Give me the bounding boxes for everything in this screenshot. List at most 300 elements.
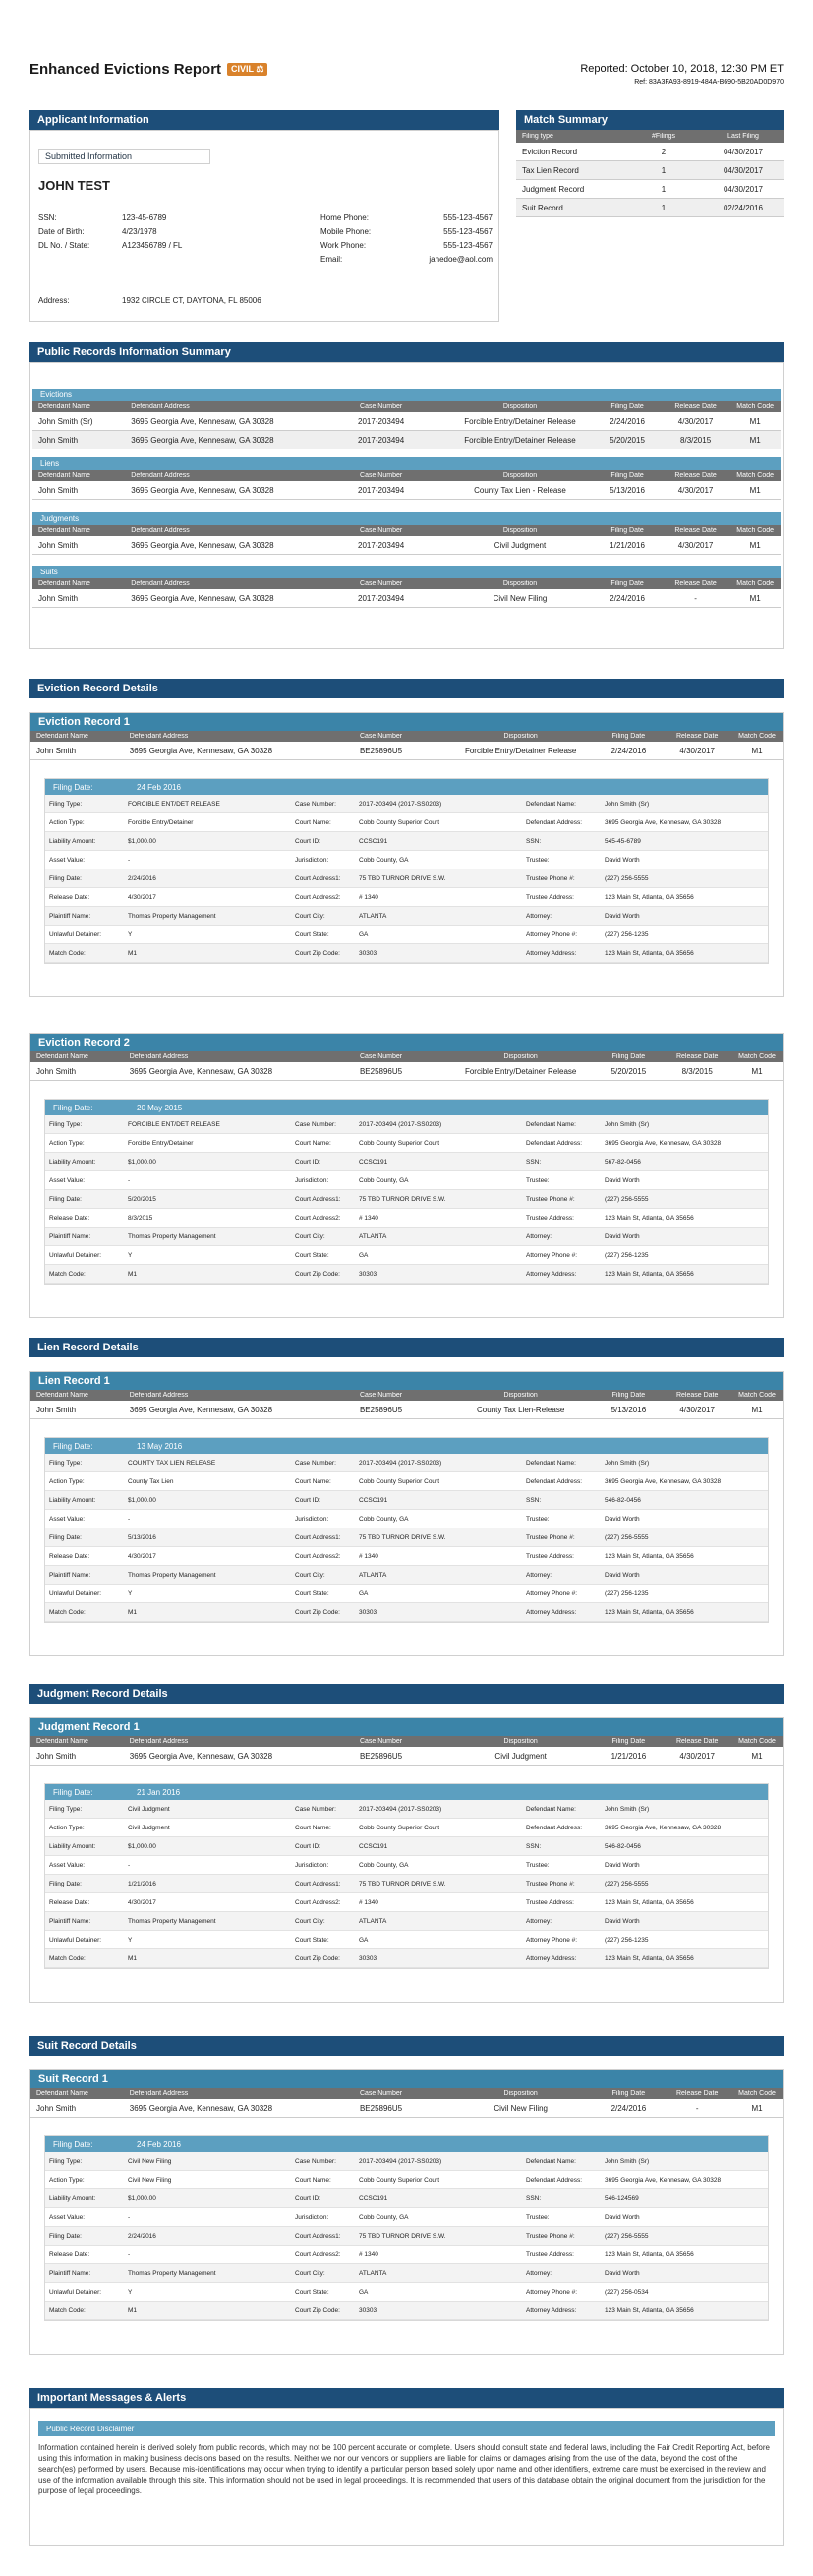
filing-date-label: Filing Date: <box>53 1441 93 1451</box>
cell: M1 <box>749 485 761 495</box>
detail-value: David Worth <box>601 1566 768 1585</box>
detail-label: Case Number: <box>291 1454 355 1472</box>
detail-label: Court Address1: <box>291 1528 355 1547</box>
column-header: Release Date <box>675 1392 719 1399</box>
applicant-field <box>38 241 264 255</box>
column-header: Defendant Name <box>38 403 90 410</box>
match-row <box>516 199 784 217</box>
detail-label: Attorney Address: <box>522 1949 601 1968</box>
detail-value: # 1340 <box>355 888 522 907</box>
column-header: Release Date <box>674 580 717 587</box>
detail-value: Thomas Property Management <box>124 2264 291 2283</box>
records-group <box>32 457 781 500</box>
record-title: Suit Record 1 <box>30 2070 783 2088</box>
record-detail-panel <box>44 1437 769 1623</box>
detail-value: 123 Main St, Atlanta, GA 35656 <box>601 1949 768 1968</box>
detail-value: M1 <box>124 1603 291 1622</box>
detail-value: Cobb County, GA <box>355 2208 522 2227</box>
detail-value: $1,000.00 <box>124 832 291 851</box>
column-header: Disposition <box>503 1738 538 1745</box>
cell: 3695 Georgia Ave, Kennesaw, GA 30328 <box>131 416 274 426</box>
detail-label: Court ID: <box>291 832 355 851</box>
detail-value: 4/30/2017 <box>124 1547 291 1566</box>
table-row <box>32 481 781 500</box>
group-label: Evictions <box>32 389 781 401</box>
cell: 5/20/2015 <box>610 1066 647 1076</box>
column-header: Release Date <box>674 403 717 410</box>
details-section-header: Suit Record Details <box>29 2036 784 2056</box>
field-label: SSN: <box>38 213 57 222</box>
detail-value: 30303 <box>355 2302 522 2320</box>
record-detail-panel <box>44 2135 769 2321</box>
detail-value: - <box>124 2208 291 2227</box>
detail-value: $1,000.00 <box>124 2189 291 2208</box>
filing-date-value: 24 Feb 2016 <box>137 782 181 792</box>
detail-value: 567-82-0456 <box>601 1153 768 1171</box>
detail-value: GA <box>355 926 522 944</box>
cell: 2/24/2016 <box>610 746 647 755</box>
detail-value: Civil New Filing <box>124 2152 291 2171</box>
cell: Suit Record <box>522 203 563 212</box>
detail-label: Liability Amount: <box>45 1491 124 1510</box>
detail-label: Court Zip Code: <box>291 944 355 963</box>
column-header: Case Number <box>359 2090 403 2097</box>
detail-value: 2017-203494 (2017-SS0203) <box>355 795 522 813</box>
detail-label: Attorney: <box>522 2264 601 2283</box>
column-header: Defendant Address <box>129 1053 189 1060</box>
cell: 04/30/2017 <box>723 184 764 194</box>
detail-label: Action Type: <box>45 2171 124 2189</box>
detail-value: ATLANTA <box>355 1566 522 1585</box>
applicant-section-header: Applicant Information <box>29 110 499 130</box>
detail-value: Y <box>124 926 291 944</box>
column-header: Case Number <box>360 472 403 479</box>
cell: 3695 Georgia Ave, Kennesaw, GA 30328 <box>131 593 274 603</box>
detail-label: Court Address2: <box>291 888 355 907</box>
cell: Civil New Filing <box>494 2103 548 2113</box>
column-header: Disposition <box>503 733 538 740</box>
table-row <box>30 2099 783 2118</box>
details-section-header: Judgment Record Details <box>29 1684 784 1704</box>
detail-label: Court Zip Code: <box>291 2302 355 2320</box>
detail-value: M1 <box>124 1949 291 1968</box>
messages-panel <box>29 2408 784 2546</box>
record-detail-grid <box>45 1454 768 1622</box>
reference-id: Ref: 83A3FA93-8919-484A-B690-5B20AD0D970 <box>634 79 784 86</box>
column-header: Disposition <box>502 403 538 410</box>
detail-label: Plaintiff Name: <box>45 2264 124 2283</box>
detail-label: Trustee Address: <box>522 2246 601 2264</box>
detail-label: Court Zip Code: <box>291 1949 355 1968</box>
table-header <box>30 1051 783 1062</box>
applicant-field <box>320 213 493 227</box>
cell: - <box>694 593 697 603</box>
column-header: Defendant Address <box>129 1738 189 1745</box>
cell: 3695 Georgia Ave, Kennesaw, GA 30328 <box>131 540 274 550</box>
detail-value: Cobb County Superior Court <box>355 2171 522 2189</box>
detail-value: 30303 <box>355 1949 522 1968</box>
detail-value: 3695 Georgia Ave, Kennesaw, GA 30328 <box>601 1134 768 1153</box>
detail-label: Court Address2: <box>291 1209 355 1228</box>
disclaimer-subheader: Public Record Disclaimer <box>38 2421 775 2436</box>
field-label: Date of Birth: <box>38 227 85 236</box>
cell: M1 <box>751 1066 763 1076</box>
detail-label: SSN: <box>522 2189 601 2208</box>
detail-value: # 1340 <box>355 1893 522 1912</box>
detail-label: Asset Value: <box>45 1856 124 1875</box>
column-header: Case Number <box>360 527 403 534</box>
cell: Tax Lien Record <box>522 165 579 175</box>
column-header: Match Code <box>738 2090 776 2097</box>
filing-date-label: Filing Date: <box>53 782 93 792</box>
column-header: Filing type <box>522 133 553 140</box>
detail-label: Court ID: <box>291 1491 355 1510</box>
detail-label: Court Address2: <box>291 2246 355 2264</box>
detail-label: Filing Date: <box>45 1528 124 1547</box>
detail-label: SSN: <box>522 832 601 851</box>
column-header: #Filings <box>651 133 676 140</box>
field-value: 555-123-4567 <box>443 241 493 250</box>
table-row <box>32 431 781 449</box>
column-header: Filing Date <box>611 733 646 740</box>
column-header: Filing Date <box>610 472 644 479</box>
field-label: Work Phone: <box>320 241 367 250</box>
column-header: Defendant Name <box>36 733 88 740</box>
detail-label: Jurisdiction: <box>291 1856 355 1875</box>
cell: 5/13/2016 <box>610 1405 647 1414</box>
detail-label: Unlawful Detainer: <box>45 2283 124 2302</box>
detail-value: 75 TBD TURNOR DRIVE S.W. <box>355 1528 522 1547</box>
detail-value: 30303 <box>355 1603 522 1622</box>
detail-value: ATLANTA <box>355 1912 522 1931</box>
detail-value: M1 <box>124 2302 291 2320</box>
detail-label: Court State: <box>291 926 355 944</box>
detail-value: GA <box>355 1931 522 1949</box>
detail-label: Jurisdiction: <box>291 851 355 869</box>
detail-value: Cobb County, GA <box>355 1856 522 1875</box>
table-row <box>32 589 781 608</box>
cell: Judgment Record <box>522 184 585 194</box>
cell: 02/24/2016 <box>723 203 764 212</box>
column-header: Disposition <box>502 527 538 534</box>
column-header: Defendant Name <box>36 2090 88 2097</box>
table-header <box>30 1736 783 1747</box>
detail-value: Cobb County Superior Court <box>355 1134 522 1153</box>
cell: 3695 Georgia Ave, Kennesaw, GA 30328 <box>129 746 273 755</box>
column-header: Defendant Name <box>36 1053 88 1060</box>
cell: 2017-203494 <box>358 416 405 426</box>
detail-value: Civil Judgment <box>124 1819 291 1837</box>
column-header: Case Number <box>359 1053 403 1060</box>
match-row <box>516 180 784 199</box>
applicant-address: Address: 1932 CIRCLE CT, DAYTONA, FL 85006 <box>38 296 261 305</box>
match-summary-header: Match Summary <box>516 110 784 130</box>
detail-value: Thomas Property Management <box>124 1228 291 1246</box>
detail-label: Action Type: <box>45 813 124 832</box>
detail-value: (227) 256-5555 <box>601 1528 768 1547</box>
record-card <box>29 1371 784 1656</box>
detail-value: (227) 256-5555 <box>601 1190 768 1209</box>
filing-date-value: 20 May 2015 <box>137 1103 183 1112</box>
cell: 2017-203494 <box>358 593 405 603</box>
public-records-summary-header: Public Records Information Summary <box>29 342 784 362</box>
detail-value: 75 TBD TURNOR DRIVE S.W. <box>355 1190 522 1209</box>
detail-value: 4/30/2017 <box>124 1893 291 1912</box>
detail-label: Filing Date: <box>45 2227 124 2246</box>
column-header: Case Number <box>359 1738 403 1745</box>
table-row <box>30 1401 783 1419</box>
detail-value: 75 TBD TURNOR DRIVE S.W. <box>355 2227 522 2246</box>
cell: John Smith <box>36 1066 77 1076</box>
applicant-panel <box>29 130 499 322</box>
detail-value: (227) 256-1235 <box>601 1246 768 1265</box>
detail-value: $1,000.00 <box>124 1491 291 1510</box>
detail-label: Attorney Phone #: <box>522 1585 601 1603</box>
detail-value: 546-82-0456 <box>601 1837 768 1856</box>
detail-value: $1,000.00 <box>124 1153 291 1171</box>
important-messages-header: Important Messages & Alerts <box>29 2388 784 2408</box>
detail-label: Release Date: <box>45 888 124 907</box>
detail-label: Jurisdiction: <box>291 2208 355 2227</box>
column-header: Defendant Name <box>36 1738 88 1745</box>
detail-label: Asset Value: <box>45 851 124 869</box>
table-header <box>30 2088 783 2099</box>
record-detail-grid <box>45 2152 768 2320</box>
detail-value: Cobb County, GA <box>355 1510 522 1528</box>
cell: 3695 Georgia Ave, Kennesaw, GA 30328 <box>129 1066 273 1076</box>
detail-label: Trustee Address: <box>522 1893 601 1912</box>
table-row <box>32 536 781 555</box>
cell: 5/13/2016 <box>610 485 645 495</box>
detail-label: Liability Amount: <box>45 1153 124 1171</box>
report-title: Enhanced Evictions Report CIVIL ⚖ <box>29 61 267 78</box>
public-records-summary-panel <box>29 362 784 649</box>
detail-value: - <box>124 1171 291 1190</box>
cell: Forcible Entry/Detainer Release <box>464 435 576 445</box>
record-card <box>29 1033 784 1318</box>
detail-value: 75 TBD TURNOR DRIVE S.W. <box>355 1875 522 1893</box>
detail-label: Court City: <box>291 2264 355 2283</box>
cell: County Tax Lien-Release <box>477 1405 565 1414</box>
cell: 4/30/2017 <box>679 746 715 755</box>
cell: BE25896U5 <box>359 1751 403 1761</box>
detail-value: Cobb County Superior Court <box>355 1472 522 1491</box>
detail-value: 3695 Georgia Ave, Kennesaw, GA 30328 <box>601 813 768 832</box>
cell: 3695 Georgia Ave, Kennesaw, GA 30328 <box>129 1751 273 1761</box>
column-header: Defendant Name <box>38 527 90 534</box>
detail-label: Court Name: <box>291 1819 355 1837</box>
detail-value: David Worth <box>601 1228 768 1246</box>
cell: 2017-203494 <box>358 540 405 550</box>
field-label: Mobile Phone: <box>320 227 372 236</box>
detail-label: Action Type: <box>45 1472 124 1491</box>
detail-label: Trustee: <box>522 851 601 869</box>
detail-label: Release Date: <box>45 2246 124 2264</box>
detail-value: (227) 256-5555 <box>601 869 768 888</box>
cell: 1 <box>661 203 667 212</box>
detail-label: SSN: <box>522 1153 601 1171</box>
detail-label: Defendant Name: <box>522 795 601 813</box>
detail-label: Filing Date: <box>45 1190 124 1209</box>
detail-label: Defendant Name: <box>522 1115 601 1134</box>
column-header: Filing Date <box>610 527 644 534</box>
detail-value: 123 Main St, Atlanta, GA 35656 <box>601 2246 768 2264</box>
detail-value: Cobb County, GA <box>355 851 522 869</box>
detail-value: 5/13/2016 <box>124 1528 291 1547</box>
record-title: Eviction Record 2 <box>30 1034 783 1051</box>
table-row <box>32 412 781 431</box>
detail-value: 1/21/2016 <box>124 1875 291 1893</box>
cell: - <box>695 2103 699 2113</box>
filing-date-bar <box>45 1784 768 1800</box>
column-header: Case Number <box>360 580 403 587</box>
cell: 4/30/2017 <box>677 485 714 495</box>
detail-value: Thomas Property Management <box>124 1566 291 1585</box>
details-section-header: Lien Record Details <box>29 1338 784 1357</box>
column-header: Match Code <box>736 403 775 410</box>
record-detail-panel <box>44 1783 769 1969</box>
column-header: Case Number <box>359 733 403 740</box>
cell: John Smith <box>36 1751 77 1761</box>
detail-label: Unlawful Detainer: <box>45 1585 124 1603</box>
column-header: Defendant Address <box>129 733 189 740</box>
detail-label: Trustee Phone #: <box>522 2227 601 2246</box>
cell: Forcible Entry/Detainer Release <box>464 746 577 755</box>
group-label: Liens <box>32 457 781 470</box>
record-detail-panel <box>44 1099 769 1285</box>
cell: 2017-203494 <box>358 485 405 495</box>
cell: 2 <box>661 147 667 156</box>
cell: 1 <box>661 165 667 175</box>
cell: 2/24/2016 <box>610 2103 647 2113</box>
detail-label: Jurisdiction: <box>291 1171 355 1190</box>
cell: 8/3/2015 <box>680 435 712 445</box>
column-header: Defendant Name <box>38 472 90 479</box>
column-header: Release Date <box>675 1053 719 1060</box>
detail-value: John Smith (Sr) <box>601 1800 768 1819</box>
column-header: Disposition <box>503 1392 538 1399</box>
detail-label: Court ID: <box>291 1153 355 1171</box>
detail-value: GA <box>355 1585 522 1603</box>
detail-value: GA <box>355 1246 522 1265</box>
record-title: Lien Record 1 <box>30 1372 783 1390</box>
cell: John Smith <box>36 1405 77 1414</box>
cell: M1 <box>751 2103 763 2113</box>
table-header <box>32 401 781 412</box>
detail-label: Attorney Phone #: <box>522 1246 601 1265</box>
detail-label: Unlawful Detainer: <box>45 926 124 944</box>
detail-label: Defendant Name: <box>522 2152 601 2171</box>
detail-label: Case Number: <box>291 1800 355 1819</box>
records-group <box>32 566 781 608</box>
group-label: Judgments <box>32 512 781 525</box>
record-detail-grid <box>45 1800 768 1968</box>
applicant-field <box>38 213 264 227</box>
cell: 3695 Georgia Ave, Kennesaw, GA 30328 <box>129 1405 273 1414</box>
record-card <box>29 2069 784 2355</box>
detail-label: Case Number: <box>291 795 355 813</box>
detail-label: Trustee Phone #: <box>522 1190 601 1209</box>
column-header: Release Date <box>675 1738 719 1745</box>
field-value: janedoe@aol.com <box>429 255 493 264</box>
applicant-field <box>320 241 493 255</box>
detail-value: David Worth <box>601 2264 768 2283</box>
filing-date-value: 24 Feb 2016 <box>137 2139 181 2149</box>
detail-value: Civil New Filing <box>124 2171 291 2189</box>
match-table-header <box>516 130 784 143</box>
detail-value: Y <box>124 1246 291 1265</box>
detail-value: David Worth <box>601 1510 768 1528</box>
table-header <box>32 525 781 536</box>
filing-date-bar <box>45 1438 768 1454</box>
cell: 04/30/2017 <box>723 165 764 175</box>
detail-label: Filing Type: <box>45 2152 124 2171</box>
detail-label: Action Type: <box>45 1134 124 1153</box>
detail-value: David Worth <box>601 1171 768 1190</box>
detail-label: Trustee Phone #: <box>522 869 601 888</box>
detail-value: (227) 256-5555 <box>601 1875 768 1893</box>
detail-label: Case Number: <box>291 2152 355 2171</box>
detail-label: Filing Type: <box>45 1115 124 1134</box>
detail-label: Liability Amount: <box>45 832 124 851</box>
column-header: Defendant Address <box>131 403 190 410</box>
detail-value: - <box>124 2246 291 2264</box>
detail-label: Release Date: <box>45 1547 124 1566</box>
detail-value: David Worth <box>601 907 768 926</box>
cell: John Smith <box>36 2103 77 2113</box>
cell: BE25896U5 <box>359 1405 403 1414</box>
cell: John Smith <box>38 593 79 603</box>
detail-label: Court State: <box>291 1585 355 1603</box>
detail-label: Match Code: <box>45 2302 124 2320</box>
detail-value: (227) 256-5555 <box>601 2227 768 2246</box>
detail-label: Defendant Name: <box>522 1800 601 1819</box>
detail-label: Trustee Address: <box>522 888 601 907</box>
column-header: Defendant Address <box>131 527 190 534</box>
detail-value: 3695 Georgia Ave, Kennesaw, GA 30328 <box>601 1472 768 1491</box>
detail-value: Y <box>124 1931 291 1949</box>
records-group <box>32 389 781 449</box>
cell: 2/24/2016 <box>610 416 645 426</box>
group-label: Suits <box>32 566 781 578</box>
detail-label: Match Code: <box>45 1603 124 1622</box>
column-header: Case Number <box>360 403 403 410</box>
field-label: Home Phone: <box>320 213 369 222</box>
applicant-field <box>320 255 493 269</box>
table-header <box>30 731 783 742</box>
detail-value: $1,000.00 <box>124 1837 291 1856</box>
column-header: Disposition <box>502 580 538 587</box>
column-header: Filing Date <box>611 2090 646 2097</box>
detail-label: Court Zip Code: <box>291 1603 355 1622</box>
filing-date-label: Filing Date: <box>53 1103 93 1112</box>
cell: 04/30/2017 <box>723 147 764 156</box>
detail-value: (227) 256-0534 <box>601 2283 768 2302</box>
match-row <box>516 143 784 161</box>
detail-label: Trustee Phone #: <box>522 1875 601 1893</box>
column-header: Defendant Address <box>129 1392 189 1399</box>
detail-value: 3695 Georgia Ave, Kennesaw, GA 30328 <box>601 1819 768 1837</box>
detail-value: # 1340 <box>355 2246 522 2264</box>
detail-value: - <box>124 851 291 869</box>
field-value: A123456789 / FL <box>122 241 183 250</box>
filing-date-label: Filing Date: <box>53 1787 93 1797</box>
detail-label: Court City: <box>291 1228 355 1246</box>
cell: John Smith <box>38 435 79 445</box>
reported-date: Reported: October 10, 2018, 12:30 PM ET <box>580 63 784 75</box>
column-header: Match Code <box>738 1392 776 1399</box>
table-header <box>30 1390 783 1401</box>
